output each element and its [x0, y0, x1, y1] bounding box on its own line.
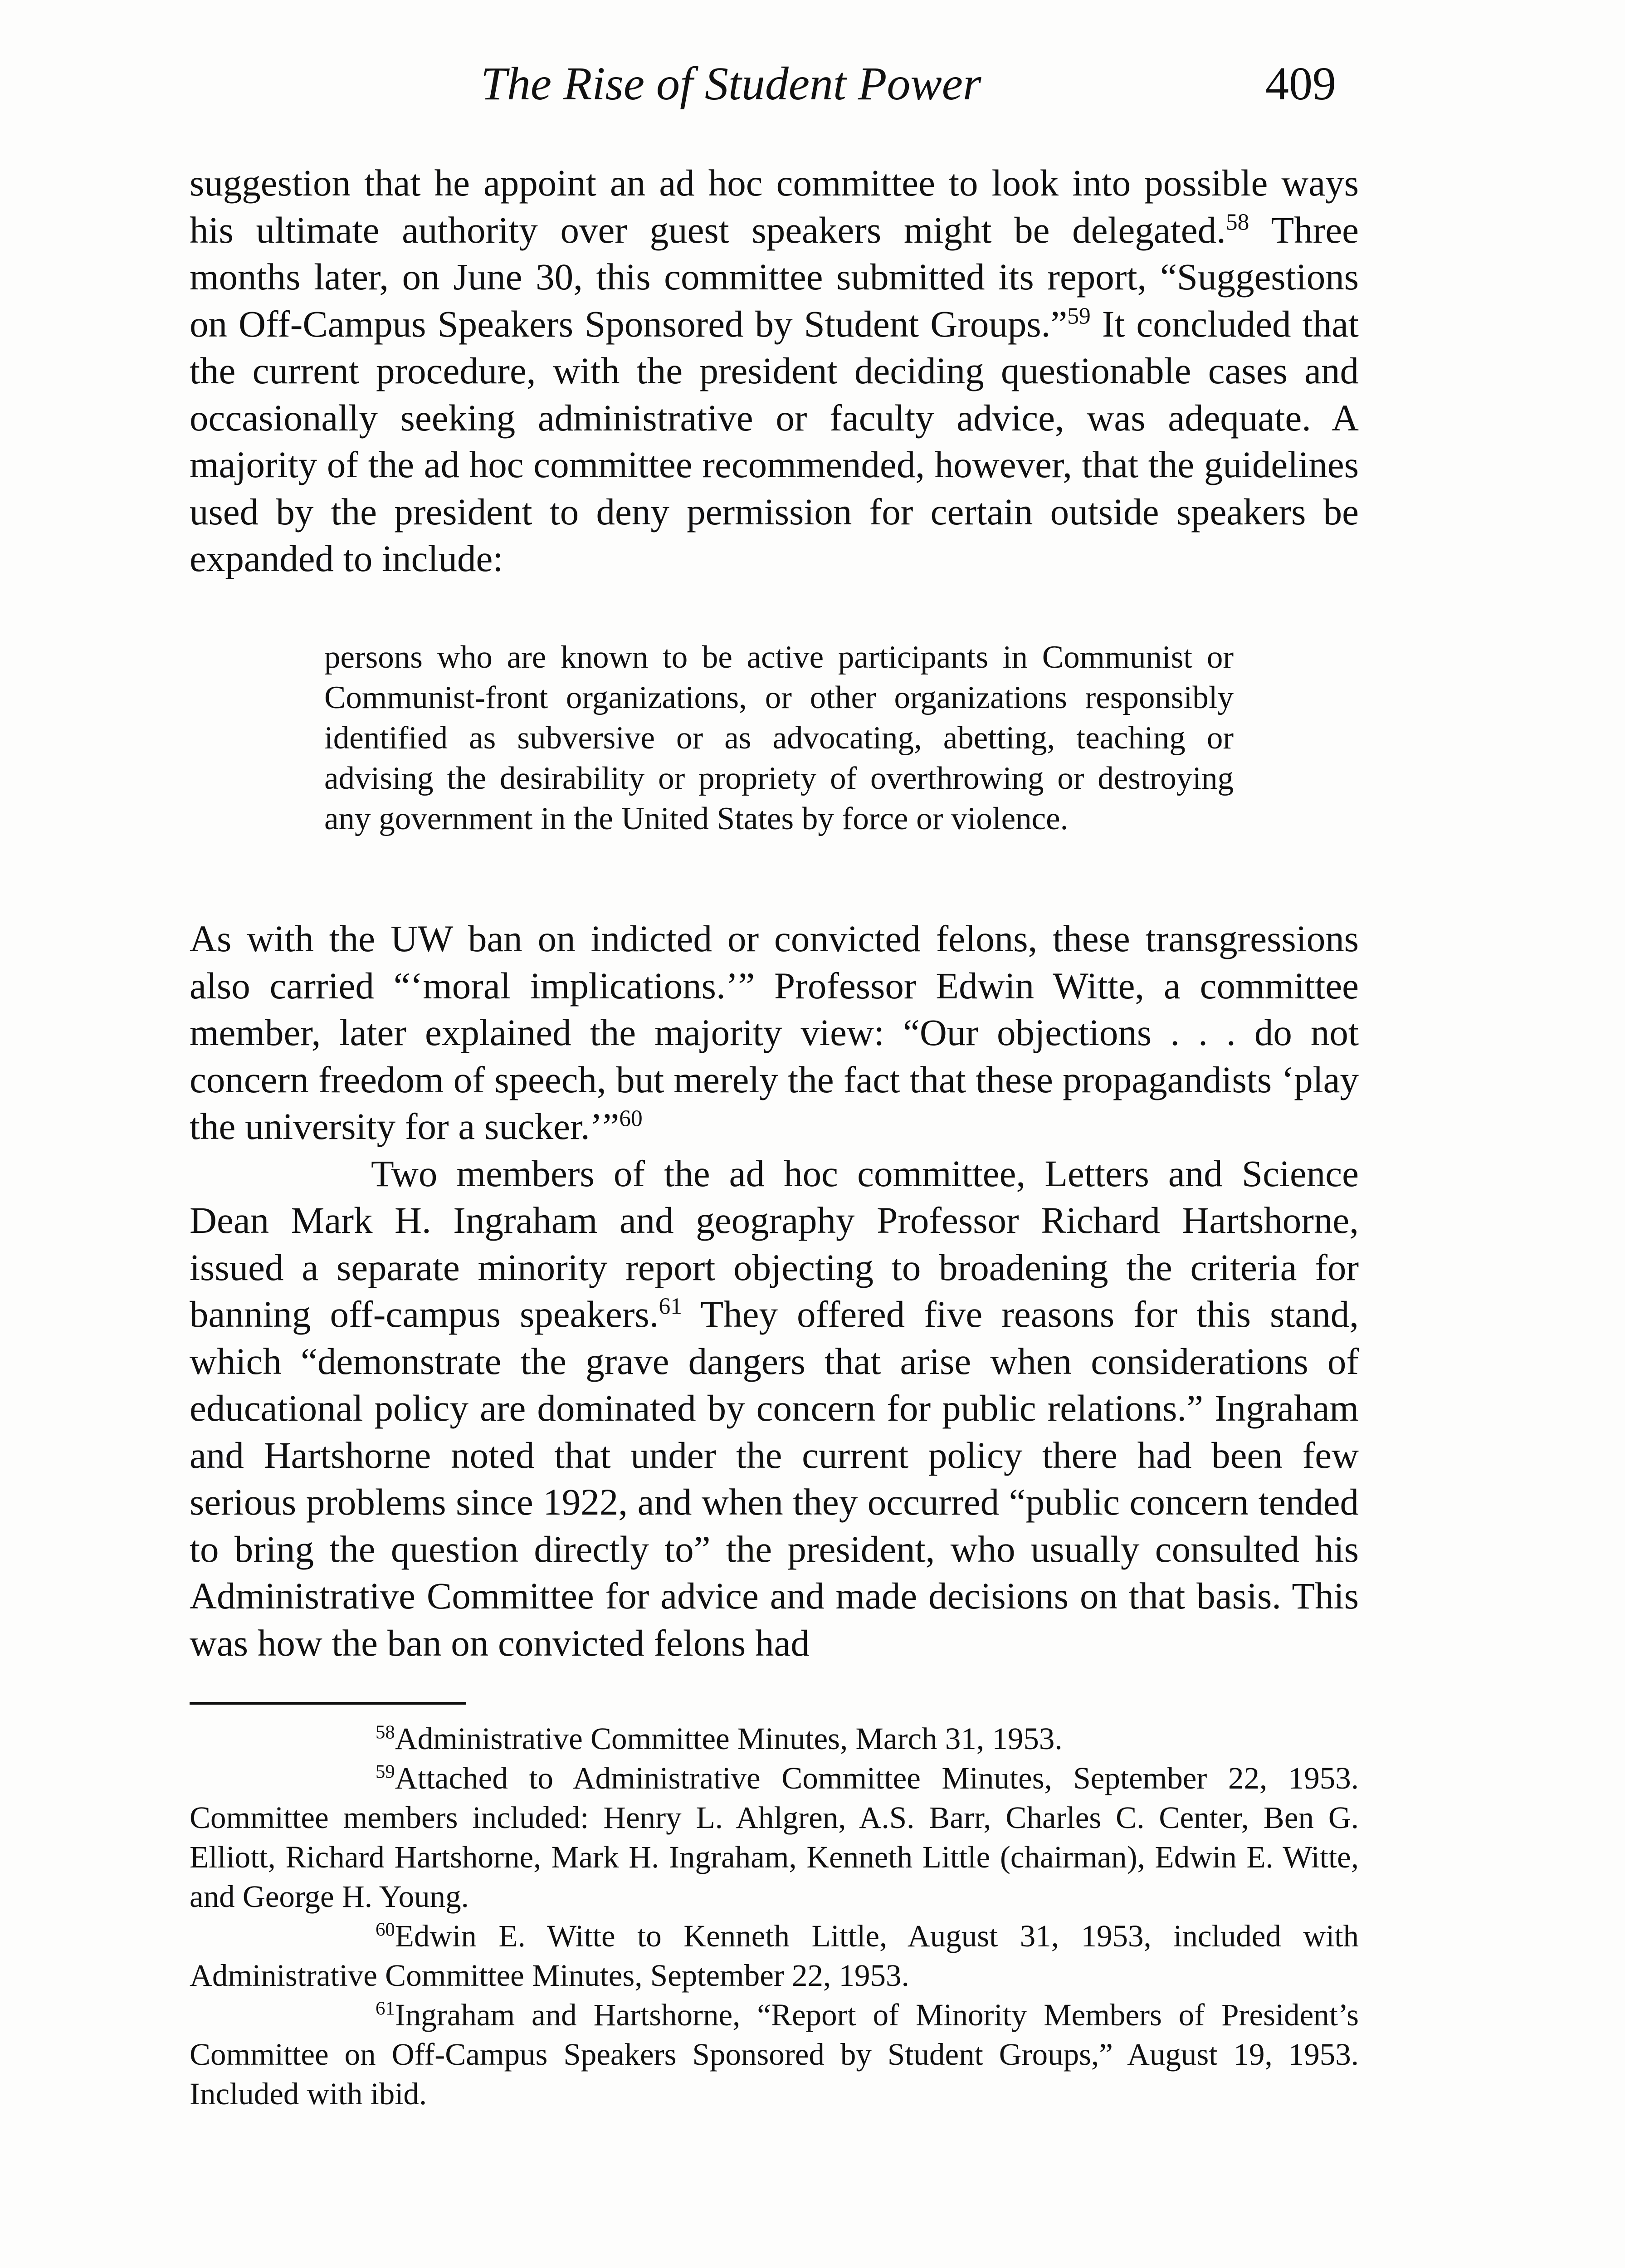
running-head [0, 54, 1625, 113]
footnote-ref-61: 61 [659, 1293, 682, 1320]
paragraph-text: Two members of the ad hoc committee, Letters and Science Dean Mark H. Ingraham and geography Professor Richard Hartshorne, issued a separate minority report objecting to broadening the criteria for banning off-campus speakers. [190, 1152, 1359, 1335]
footnote-number: 61 [376, 1998, 395, 2019]
footnote-ref-58: 58 [1225, 209, 1249, 235]
footnote-text: Edwin E. Witte to Kenneth Little, August 31, 1953, included with Administrative Committee Minutes, September 22, 1953. [190, 1919, 1359, 1993]
footnote-ref-59: 59 [1067, 303, 1091, 329]
footnote-61 [190, 1995, 1359, 2114]
opening-paragraph [190, 160, 1359, 582]
paragraph-1 [190, 160, 1359, 582]
paragraph-text: It concluded that the current procedure, with the president deciding questionable cases and occasionally seeking administrative or faculty advice, was adequate. A majority of the ad hoc committee recommended, however, that the guidelines used by the president to deny permission for certain outside speakers be expanded to include: [190, 303, 1359, 579]
footnote-ref-60: 60 [619, 1105, 643, 1132]
footnote-number: 58 [376, 1721, 395, 1743]
footnotes [190, 1719, 1359, 2114]
paragraph-text: Three months later, on June 30, this committee submitted its report, “Suggestions on Off-Campus Speakers Sponsored by Student Groups.” [190, 209, 1359, 345]
running-title: The Rise of Student Power [481, 58, 981, 110]
paragraph-2 [190, 915, 1359, 1150]
footnote-rule [190, 1702, 466, 1705]
footnote-60 [190, 1916, 1359, 1995]
footnote-text: Attached to Administrative Committee Minutes, September 22, 1953. Committee members included: Henry L. Ahlgren, A.S. Barr, Charles C. Center, Ben G. Elliott, Richard Hartshorne, Mark H. Ingraham, Kenneth Little (chairman), Edwin E. Witte, and George H. Young. [190, 1761, 1359, 1914]
footnote-text: Administrative Committee Minutes, March 31, 1953. [395, 1721, 1063, 1756]
paragraph-3 [190, 1150, 1359, 1667]
paragraph-text: suggestion that he appoint an ad hoc committee to look into possible ways his ultimate authority over guest speakers might be delegated. [190, 162, 1359, 251]
footnote-58 [190, 1719, 1359, 1759]
block-quote: persons who are known to be active participants in Communist or Communist-front organizations, or other organizations responsibly identified as subversive or as advocating, abetting, teaching or advising the desirability or propriety of overthrowing or destroying any government in the United States by force or violence. [324, 640, 1234, 836]
footnote-text: Ingraham and Hartshorne, “Report of Minority Members of President’s Committee on Off-Campus Speakers Sponsored by Student Groups,” August 19, 1953. Included with ibid. [190, 1998, 1359, 2111]
footnote-number: 59 [376, 1761, 395, 1783]
paragraph-text: They offered five reasons for this stand, which “demonstrate the grave dangers that arise when considerations of educational policy are dominated by concern for public relations.” Ingraham and Hartshorne noted that under the current policy there had been few serious problems since 1922, and when they occurred “public concern tended to bring the question directly to” the president, who usually consulted his Administrative Committee for advice and made decisions on that basis. This was how the ban on convicted felons had [190, 1293, 1359, 1664]
paragraph-text: As with the UW ban on indicted or convicted felons, these transgressions also carried “‘moral implications.’” Professor Edwin Witte, a committee member, later explained the majority view: “Our objections . . . do not concern freedom of speech, but merely the fact that these propagandists ‘play the university for a sucker.’” [190, 918, 1359, 1147]
continuing-paragraphs [190, 915, 1359, 1667]
footnote-59 [190, 1759, 1359, 1916]
footnote-number: 60 [376, 1919, 395, 1941]
page-number: 409 [1265, 58, 1336, 110]
